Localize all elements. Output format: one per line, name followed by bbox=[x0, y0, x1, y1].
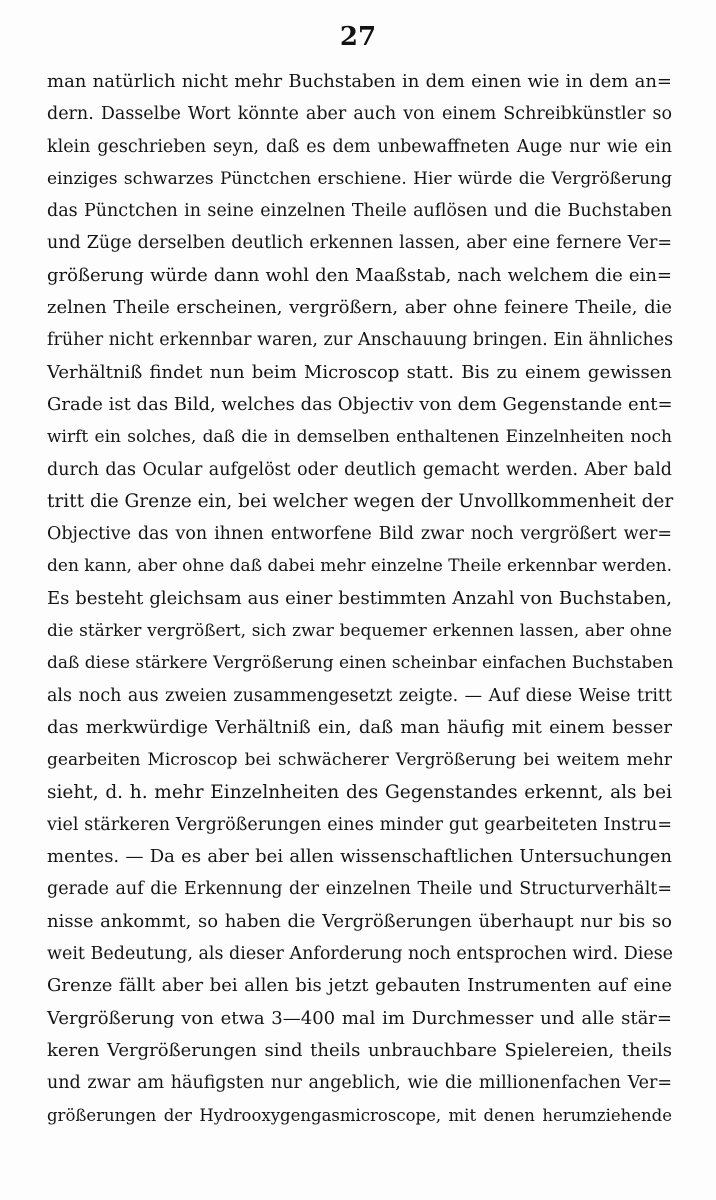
text-line: Grade ist das Bild, welches das Objectiv von dem Gegenstande ent= bbox=[47, 393, 673, 415]
text-line: größerungen der Hydrooxygengasmicroscope, mit denen herumziehende bbox=[47, 1105, 672, 1125]
text-line: größerung würde dann wohl den Maaßstab, nach welchem die ein= bbox=[47, 264, 672, 286]
text-line: Vergrößerung von etwa 3—400 mal im Durchmesser und alle stär= bbox=[47, 1007, 672, 1029]
text-line: den kann, aber ohne daß dabei mehr einzelne Theile erkennbar werden. bbox=[47, 556, 672, 577]
text-line: viel stärkeren Vergrößerungen eines minder gut gearbeiteten Instru= bbox=[47, 814, 672, 835]
text-line: früher nicht erkennbar waren, zur Anschauung bringen. Ein ähnliches bbox=[47, 330, 674, 351]
text-line: keren Vergrößerungen sind theils unbrauchbare Spielereien, theils bbox=[47, 1039, 672, 1061]
text-line: mentes. — Da es aber bei allen wissenschaftlichen Untersuchungen bbox=[47, 846, 672, 868]
text-line: klein geschrieben seyn, daß es dem unbewaffneten Auge nur wie ein bbox=[47, 136, 672, 157]
text-line: gearbeiten Microscop bei schwächerer Vergrößerung bei weitem mehr bbox=[47, 750, 672, 771]
text-line: nisse ankommt, so haben die Vergrößerungen überhaupt nur bis so bbox=[47, 910, 672, 932]
text-line: und zwar am häufigsten nur angeblich, wie die millionenfachen Ver= bbox=[47, 1073, 672, 1094]
text-line: das Pünctchen in seine einzelnen Theile auflösen und die Buchstaben bbox=[47, 201, 672, 222]
text-line: sieht, d. h. mehr Einzelnheiten des Gegenstandes erkennt, als bei bbox=[47, 781, 672, 803]
text-line: Es besteht gleichsam aus einer bestimmten Anzahl von Buchstaben, bbox=[47, 587, 672, 609]
page-number: 27 bbox=[339, 22, 377, 52]
text-line: einziges schwarzes Pünctchen erschiene. Hier würde die Vergrößerung bbox=[47, 168, 672, 189]
text-line: weit Bedeutung, als dieser Anforderung noch entsprochen wird. Diese bbox=[47, 944, 674, 965]
text-line: Grenze fällt aber bei allen bis jetzt gebauten Instrumenten auf eine bbox=[47, 975, 672, 997]
text-line: Verhältniß findet nun beim Microscop statt. Bis zu einem gewissen bbox=[47, 361, 672, 383]
text-line: tritt die Grenze ein, bei welcher wegen der Unvollkommenheit der bbox=[47, 490, 674, 512]
text-line: dern. Dasselbe Wort könnte aber auch von einem Schreibkünstler so bbox=[47, 104, 672, 125]
body-text bbox=[47, 66, 672, 1132]
text-line: wirft ein solches, daß die in demselben enthaltenen Einzelnheiten noch bbox=[47, 427, 672, 448]
text-line: man natürlich nicht mehr Buchstaben in dem einen wie in dem an= bbox=[47, 71, 672, 92]
text-line: gerade auf die Erkennung der einzelnen Theile und Structurverhält= bbox=[47, 879, 672, 900]
text-line: Objective das von ihnen entworfene Bild zwar noch vergrößert wer= bbox=[47, 524, 672, 545]
text-line: als noch aus zweien zusammengesetzt zeigte. — Auf diese Weise tritt bbox=[47, 685, 672, 706]
text-line: die stärker vergrößert, sich zwar bequemer erkennen lassen, aber ohne bbox=[47, 621, 672, 642]
text-line: das merkwürdige Verhältniß ein, daß man häufig mit einem besser bbox=[47, 716, 672, 738]
text-line: zelnen Theile erscheinen, vergrößern, aber ohne feinere Theile, die bbox=[47, 297, 672, 319]
text-line: und Züge derselben deutlich erkennen lassen, aber eine fernere Ver= bbox=[47, 233, 672, 254]
text-line: daß diese stärkere Vergrößerung einen scheinbar einfachen Buchstaben bbox=[47, 653, 674, 674]
text-line: durch das Ocular aufgelöst oder deutlich gemacht werden. Aber bald bbox=[47, 459, 672, 480]
